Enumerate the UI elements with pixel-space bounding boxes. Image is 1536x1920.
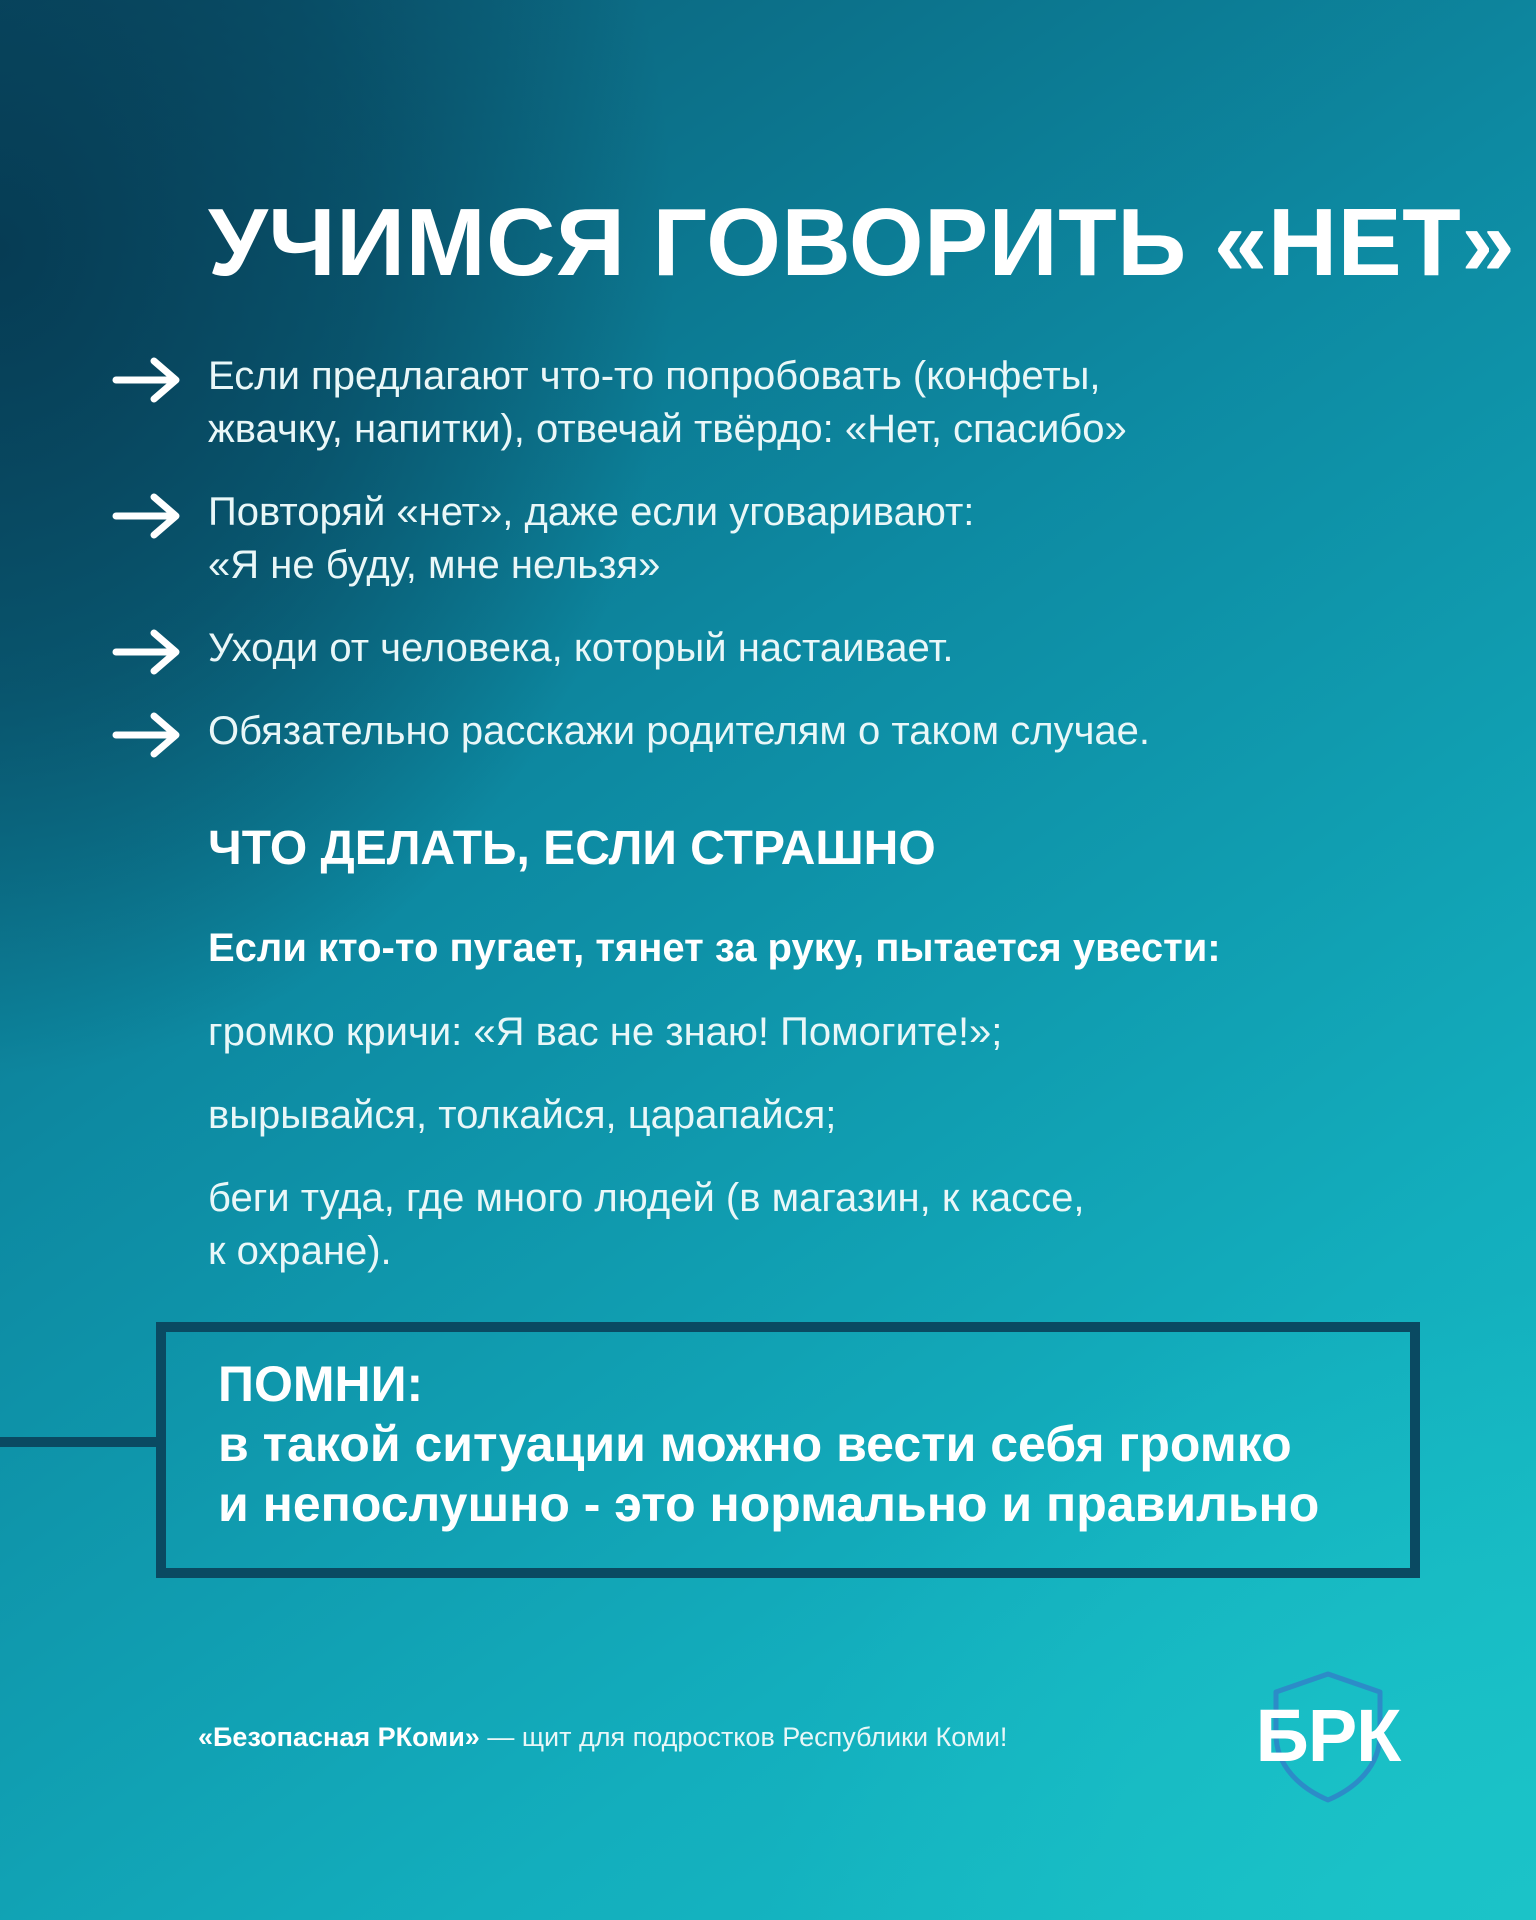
action-line: к охране). — [208, 1229, 392, 1273]
footer-tagline: — щит для подростков Республики Коми! — [479, 1722, 1008, 1752]
rule-item — [112, 705, 1412, 758]
remember-text — [218, 1414, 1319, 1534]
action-line: громко кричи: «Я вас не знаю! Помогите!»; — [208, 1010, 1003, 1054]
footer-brand: «Безопасная РКоми» — [198, 1722, 480, 1752]
section-intro: Если кто-то пугает, тянет за руку, пытается увести: — [208, 926, 1221, 970]
arrow-right-icon — [112, 628, 184, 676]
footer-caption — [198, 1720, 1007, 1754]
rule-item — [112, 622, 1412, 675]
connector-line — [0, 1437, 158, 1447]
rule-line: Повторяй «нет», даже если уговаривают: — [208, 490, 975, 534]
action-item — [208, 1006, 1358, 1059]
brk-logo — [1248, 1666, 1408, 1806]
rule-line: Обязательно расскажи родителям о таком случае. — [208, 709, 1151, 753]
section-heading: ЧТО ДЕЛАТЬ, ЕСЛИ СТРАШНО — [208, 822, 936, 875]
action-item — [208, 1172, 1358, 1278]
rule-item — [112, 486, 1412, 592]
rules-list — [112, 350, 1412, 758]
rule-line: жвачку, напитки), отвечай твёрдо: «Нет, спасибо» — [208, 407, 1127, 451]
rule-item — [112, 350, 1412, 456]
remember-box — [156, 1322, 1420, 1578]
rule-line: «Я не буду, мне нельзя» — [208, 543, 661, 587]
rule-line: Уходи от человека, который настаивает. — [208, 626, 954, 670]
arrow-right-icon — [112, 492, 184, 540]
action-line: беги туда, где много людей (в магазин, к кассе, — [208, 1176, 1085, 1220]
remember-line: и непослушно - это нормально и правильно — [218, 1476, 1320, 1532]
action-item — [208, 1089, 1358, 1142]
page-title: УЧИМСЯ ГОВОРИТЬ «НЕТ» — [208, 189, 1516, 296]
remember-title: ПОМНИ: — [218, 1356, 424, 1412]
arrow-right-icon — [112, 711, 184, 759]
actions-list — [208, 1006, 1358, 1278]
arrow-right-icon — [112, 356, 184, 404]
action-line: вырывайся, толкайся, царапайся; — [208, 1093, 837, 1137]
logo-text: БРК — [1255, 1694, 1401, 1777]
rule-line: Если предлагают что-то попробовать (конфеты, — [208, 354, 1101, 398]
remember-line: в такой ситуации можно вести себя громко — [218, 1416, 1292, 1472]
